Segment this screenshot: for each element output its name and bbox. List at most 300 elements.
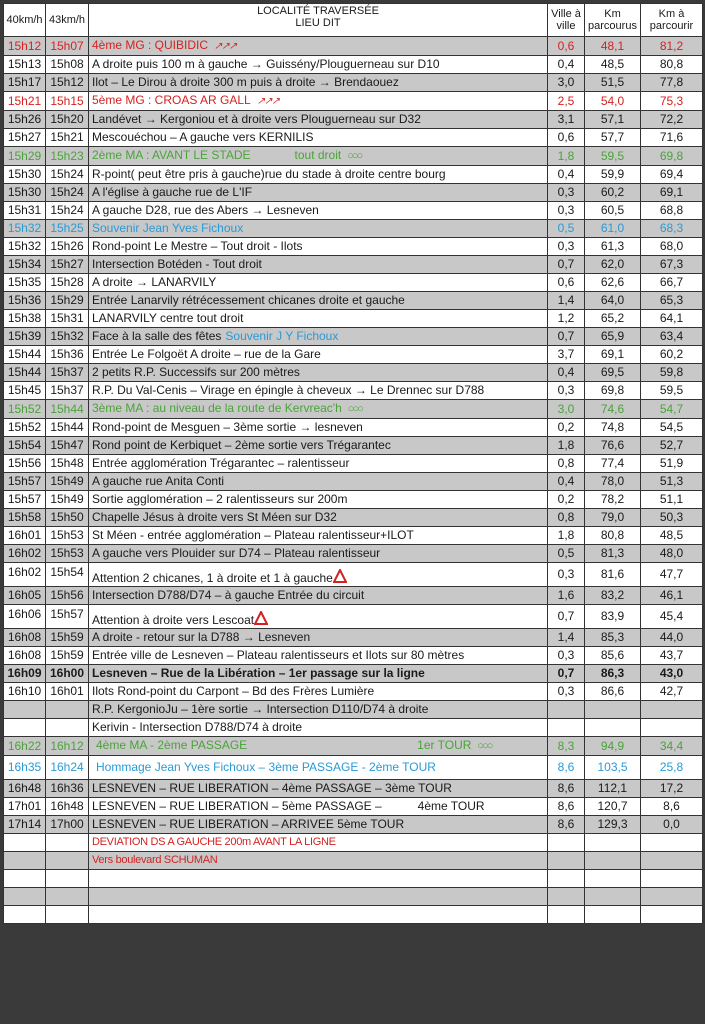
km-a-parcourir: 59,8 bbox=[641, 364, 703, 382]
km-parcourus: 69,8 bbox=[585, 382, 641, 400]
ville-a-ville-km: 0,8 bbox=[548, 509, 585, 527]
km-parcourus bbox=[585, 870, 641, 888]
time-40kmh bbox=[4, 701, 46, 719]
km-parcourus: 81,6 bbox=[585, 563, 641, 587]
route-description bbox=[89, 852, 548, 870]
time-43kmh: 16h00 bbox=[46, 665, 89, 683]
route-description bbox=[89, 310, 548, 328]
time-40kmh: 15h29 bbox=[4, 147, 46, 166]
route-description bbox=[89, 37, 548, 56]
description-text: R-point( peut être pris à gauche)rue du stade à droite centre bourg bbox=[92, 167, 446, 181]
km-parcourus: 60,2 bbox=[585, 184, 641, 202]
table-row bbox=[4, 737, 703, 756]
description-text: A droite - retour sur la D788 → Lesneven bbox=[92, 630, 311, 644]
time-43kmh: 15h23 bbox=[46, 147, 89, 166]
km-parcourus: 78,0 bbox=[585, 473, 641, 491]
time-43kmh: 15h44 bbox=[46, 419, 89, 437]
route-description bbox=[89, 701, 548, 719]
header-km-line1: Km bbox=[604, 8, 621, 20]
time-40kmh: 16h05 bbox=[4, 587, 46, 605]
table-row bbox=[4, 587, 703, 605]
km-a-parcourir: 81,2 bbox=[641, 37, 703, 56]
three-circles-icon: ○○○ bbox=[477, 740, 492, 752]
time-43kmh: 15h28 bbox=[46, 274, 89, 292]
km-a-parcourir: 46,1 bbox=[641, 587, 703, 605]
time-40kmh: 16h10 bbox=[4, 683, 46, 701]
description-extra: 1er TOUR bbox=[417, 738, 472, 752]
ville-a-ville-km: 1,4 bbox=[548, 292, 585, 310]
km-a-parcourir: 45,4 bbox=[641, 605, 703, 629]
table-row bbox=[4, 719, 703, 737]
route-description bbox=[89, 184, 548, 202]
table-row bbox=[4, 147, 703, 166]
km-parcourus bbox=[585, 719, 641, 737]
km-parcourus: 74,8 bbox=[585, 419, 641, 437]
table-row bbox=[4, 256, 703, 274]
km-parcourus: 129,3 bbox=[585, 816, 641, 834]
ville-a-ville-km bbox=[548, 852, 585, 870]
km-a-parcourir bbox=[641, 906, 703, 924]
route-description bbox=[89, 665, 548, 683]
warning-triangle-icon bbox=[333, 569, 347, 583]
km-parcourus: 77,4 bbox=[585, 455, 641, 473]
km-a-parcourir bbox=[641, 870, 703, 888]
table-row bbox=[4, 780, 703, 798]
time-40kmh: 16h01 bbox=[4, 527, 46, 545]
time-40kmh: 15h57 bbox=[4, 473, 46, 491]
time-40kmh: 16h06 bbox=[4, 605, 46, 629]
header-ville-line1: Ville à bbox=[551, 8, 581, 20]
description-text: LESNEVEN – RUE LIBERATION – 5ème PASSAGE – bbox=[92, 799, 382, 813]
time-40kmh: 15h26 bbox=[4, 111, 46, 129]
ville-a-ville-km bbox=[548, 888, 585, 906]
route-description bbox=[89, 56, 548, 74]
route-description bbox=[89, 587, 548, 605]
time-40kmh bbox=[4, 870, 46, 888]
description-text: Lesneven – Rue de la Libération – 1er passage sur la ligne bbox=[92, 666, 425, 680]
table-row bbox=[4, 756, 703, 780]
km-parcourus: 57,1 bbox=[585, 111, 641, 129]
km-a-parcourir: 60,2 bbox=[641, 346, 703, 364]
time-40kmh: 15h58 bbox=[4, 509, 46, 527]
km-parcourus: 78,2 bbox=[585, 491, 641, 509]
ville-a-ville-km: 0,7 bbox=[548, 328, 585, 346]
km-a-parcourir: 68,8 bbox=[641, 202, 703, 220]
description-text: Intersection Botéden - Tout droit bbox=[92, 257, 262, 271]
time-40kmh: 15h32 bbox=[4, 220, 46, 238]
time-40kmh: 15h27 bbox=[4, 129, 46, 147]
header-km-parcourus bbox=[585, 4, 641, 37]
km-parcourus bbox=[585, 701, 641, 719]
km-a-parcourir bbox=[641, 888, 703, 906]
km-a-parcourir: 8,6 bbox=[641, 798, 703, 816]
route-description bbox=[89, 906, 548, 924]
table-row bbox=[4, 37, 703, 56]
description-text: 2ème MA : AVANT LE STADE bbox=[92, 148, 251, 162]
time-43kmh: 15h20 bbox=[46, 111, 89, 129]
description-extra: 4ème TOUR bbox=[417, 799, 485, 813]
time-40kmh bbox=[4, 906, 46, 924]
time-43kmh bbox=[46, 719, 89, 737]
description-text: Ilot – Le Dirou à droite 300 m puis à droite → Brendaouez bbox=[92, 75, 399, 89]
table-row bbox=[4, 166, 703, 184]
ville-a-ville-km bbox=[548, 834, 585, 852]
time-40kmh: 16h08 bbox=[4, 629, 46, 647]
km-a-parcourir: 69,1 bbox=[641, 184, 703, 202]
route-description bbox=[89, 238, 548, 256]
time-43kmh: 15h31 bbox=[46, 310, 89, 328]
ville-a-ville-km bbox=[548, 870, 585, 888]
km-parcourus: 83,9 bbox=[585, 605, 641, 629]
description-text: Intersection D788/D74 – à gauche Entrée du circuit bbox=[92, 588, 365, 602]
km-parcourus: 61,0 bbox=[585, 220, 641, 238]
ville-a-ville-km: 1,8 bbox=[548, 147, 585, 166]
header-km-a-parcourir bbox=[641, 4, 703, 37]
route-description bbox=[89, 563, 548, 587]
ville-a-ville-km: 1,8 bbox=[548, 437, 585, 455]
time-43kmh: 16h48 bbox=[46, 798, 89, 816]
table-row bbox=[4, 56, 703, 74]
description-text: Ilots Rond-point du Carpont – Bd des Frères Lumière bbox=[92, 684, 375, 698]
table-row bbox=[4, 364, 703, 382]
description-text: DEVIATION DS A GAUCHE 200m AVANT LA LIGNE bbox=[92, 836, 336, 848]
km-parcourus: 74,6 bbox=[585, 400, 641, 419]
route-schedule-sheet bbox=[3, 3, 702, 924]
time-43kmh: 16h12 bbox=[46, 737, 89, 756]
table-row bbox=[4, 527, 703, 545]
ville-a-ville-km: 3,1 bbox=[548, 111, 585, 129]
table-row bbox=[4, 202, 703, 220]
warning-triangle-icon bbox=[254, 611, 268, 625]
ville-a-ville-km: 0,6 bbox=[548, 37, 585, 56]
time-40kmh bbox=[4, 852, 46, 870]
table-row bbox=[4, 274, 703, 292]
km-parcourus: 85,6 bbox=[585, 647, 641, 665]
time-40kmh bbox=[4, 834, 46, 852]
route-description bbox=[89, 780, 548, 798]
km-parcourus bbox=[585, 906, 641, 924]
description-text: LANARVILY centre tout droit bbox=[92, 311, 244, 325]
table-row bbox=[4, 238, 703, 256]
time-43kmh: 15h12 bbox=[46, 74, 89, 92]
time-40kmh: 15h39 bbox=[4, 328, 46, 346]
time-40kmh: 15h34 bbox=[4, 256, 46, 274]
description-text: Rond point de Kerbiquet – 2ème sortie vers Trégarantec bbox=[92, 438, 391, 452]
description-text: Entrée agglomération Trégarantec – ralentisseur bbox=[92, 456, 350, 470]
km-parcourus bbox=[585, 834, 641, 852]
route-description bbox=[89, 202, 548, 220]
description-text: Sortie agglomération – 2 ralentisseurs sur 200m bbox=[92, 492, 348, 506]
ville-a-ville-km: 0,4 bbox=[548, 56, 585, 74]
km-a-parcourir: 48,0 bbox=[641, 545, 703, 563]
table-row bbox=[4, 92, 703, 111]
km-parcourus: 69,1 bbox=[585, 346, 641, 364]
description-text: Mescouéchou – A gauche vers KERNILIS bbox=[92, 130, 314, 144]
time-43kmh: 15h32 bbox=[46, 328, 89, 346]
description-text: 4ème MG : QUIBIDIC bbox=[92, 38, 209, 52]
ville-a-ville-km: 0,3 bbox=[548, 647, 585, 665]
header-localite bbox=[89, 4, 548, 37]
ville-a-ville-km: 0,3 bbox=[548, 238, 585, 256]
description-text: Kerivin - Intersection D788/D74 à droite bbox=[92, 720, 303, 734]
ville-a-ville-km: 3,0 bbox=[548, 400, 585, 419]
time-43kmh bbox=[46, 852, 89, 870]
time-40kmh: 17h01 bbox=[4, 798, 46, 816]
ville-a-ville-km: 0,4 bbox=[548, 166, 585, 184]
ville-a-ville-km: 1,8 bbox=[548, 527, 585, 545]
time-43kmh: 15h37 bbox=[46, 382, 89, 400]
km-parcourus: 94,9 bbox=[585, 737, 641, 756]
km-a-parcourir: 68,0 bbox=[641, 238, 703, 256]
time-40kmh: 16h48 bbox=[4, 780, 46, 798]
route-description bbox=[89, 527, 548, 545]
km-parcourus: 65,9 bbox=[585, 328, 641, 346]
description-text: Hommage Jean Yves Fichoux – 3ème PASSAGE - 2ème TOUR bbox=[96, 760, 436, 774]
km-a-parcourir: 51,1 bbox=[641, 491, 703, 509]
km-a-parcourir: 52,7 bbox=[641, 437, 703, 455]
description-text: LESNEVEN – RUE LIBERATION – ARRIVEE 5ème TOUR bbox=[92, 817, 405, 831]
time-40kmh: 15h13 bbox=[4, 56, 46, 74]
time-40kmh: 15h38 bbox=[4, 310, 46, 328]
ville-a-ville-km: 2,5 bbox=[548, 92, 585, 111]
time-43kmh: 16h36 bbox=[46, 780, 89, 798]
route-schedule-table bbox=[3, 3, 703, 924]
description-text: Entrée ville de Lesneven – Plateau ralentisseurs et Ilots sur 80 mètres bbox=[92, 648, 465, 662]
km-a-parcourir: 64,1 bbox=[641, 310, 703, 328]
description-text: 2 petits R.P. Successifs sur 200 mètres bbox=[92, 365, 300, 379]
km-a-parcourir: 66,7 bbox=[641, 274, 703, 292]
description-text: Rond-point Le Mestre – Tout droit - Ilots bbox=[92, 239, 303, 253]
header-rest-line1: Km à bbox=[658, 8, 685, 20]
km-parcourus: 76,6 bbox=[585, 437, 641, 455]
time-43kmh bbox=[46, 906, 89, 924]
table-row bbox=[4, 545, 703, 563]
table-row bbox=[4, 437, 703, 455]
ville-a-ville-km: 1,2 bbox=[548, 310, 585, 328]
km-parcourus: 65,2 bbox=[585, 310, 641, 328]
description-text: A gauche D28, rue des Abers → Lesneven bbox=[92, 203, 319, 217]
route-description bbox=[89, 605, 548, 629]
three-arrows-icon: ↗↗↗ bbox=[214, 41, 237, 52]
ville-a-ville-km: 8,6 bbox=[548, 780, 585, 798]
route-description bbox=[89, 816, 548, 834]
ville-a-ville-km: 8,6 bbox=[548, 816, 585, 834]
km-a-parcourir: 25,8 bbox=[641, 756, 703, 780]
time-40kmh: 15h12 bbox=[4, 37, 46, 56]
time-43kmh: 15h24 bbox=[46, 202, 89, 220]
km-a-parcourir: 54,5 bbox=[641, 419, 703, 437]
route-description bbox=[89, 274, 548, 292]
km-parcourus: 86,6 bbox=[585, 683, 641, 701]
table-row bbox=[4, 816, 703, 834]
table-row bbox=[4, 647, 703, 665]
route-description bbox=[89, 437, 548, 455]
km-parcourus bbox=[585, 852, 641, 870]
time-40kmh: 15h30 bbox=[4, 166, 46, 184]
km-parcourus: 81,3 bbox=[585, 545, 641, 563]
km-parcourus: 112,1 bbox=[585, 780, 641, 798]
header-ville-line2: ville bbox=[556, 20, 576, 32]
km-parcourus: 59,9 bbox=[585, 166, 641, 184]
table-row bbox=[4, 701, 703, 719]
time-43kmh bbox=[46, 888, 89, 906]
table-row bbox=[4, 400, 703, 419]
route-description bbox=[89, 74, 548, 92]
header-43kmh bbox=[46, 4, 89, 37]
time-43kmh: 15h50 bbox=[46, 509, 89, 527]
km-parcourus: 83,2 bbox=[585, 587, 641, 605]
description-text: R.P. KergonioJu – 1ère sortie → Intersection D110/D74 à droite bbox=[92, 702, 429, 716]
time-40kmh: 15h57 bbox=[4, 491, 46, 509]
time-40kmh: 15h45 bbox=[4, 382, 46, 400]
description-text: Vers boulevard SCHUMAN bbox=[92, 854, 218, 866]
description-text: LESNEVEN – RUE LIBERATION – 4ème PASSAGE – 3ème TOUR bbox=[92, 781, 452, 795]
time-40kmh: 15h17 bbox=[4, 74, 46, 92]
time-40kmh: 15h44 bbox=[4, 346, 46, 364]
description-text: Face à la salle des fêtes bbox=[92, 329, 222, 343]
ville-a-ville-km: 0,5 bbox=[548, 220, 585, 238]
time-43kmh: 15h56 bbox=[46, 587, 89, 605]
ville-a-ville-km: 8,6 bbox=[548, 798, 585, 816]
ville-a-ville-km: 1,6 bbox=[548, 587, 585, 605]
table-row bbox=[4, 870, 703, 888]
km-a-parcourir: 63,4 bbox=[641, 328, 703, 346]
route-description bbox=[89, 92, 548, 111]
km-a-parcourir: 51,3 bbox=[641, 473, 703, 491]
ville-a-ville-km: 8,6 bbox=[548, 756, 585, 780]
km-parcourus: 62,0 bbox=[585, 256, 641, 274]
km-a-parcourir: 54,7 bbox=[641, 400, 703, 419]
km-parcourus: 51,5 bbox=[585, 74, 641, 92]
description-text: A gauche vers Plouider sur D74 – Plateau ralentisseur bbox=[92, 546, 381, 560]
time-43kmh: 15h24 bbox=[46, 166, 89, 184]
km-a-parcourir: 75,3 bbox=[641, 92, 703, 111]
table-header-row bbox=[4, 4, 703, 37]
table-row bbox=[4, 491, 703, 509]
km-a-parcourir: 47,7 bbox=[641, 563, 703, 587]
route-description bbox=[89, 870, 548, 888]
ville-a-ville-km: 0,3 bbox=[548, 683, 585, 701]
description-text: R.P. Du Val-Cenis – Virage en épingle à cheveux → Le Drennec sur D788 bbox=[92, 383, 485, 397]
km-parcourus: 48,1 bbox=[585, 37, 641, 56]
route-description bbox=[89, 346, 548, 364]
km-parcourus: 48,5 bbox=[585, 56, 641, 74]
km-parcourus: 79,0 bbox=[585, 509, 641, 527]
description-text: 4ème MA - 2ème PASSAGE bbox=[96, 738, 248, 752]
time-43kmh bbox=[46, 834, 89, 852]
table-row bbox=[4, 629, 703, 647]
km-a-parcourir: 34,4 bbox=[641, 737, 703, 756]
time-40kmh: 15h35 bbox=[4, 274, 46, 292]
table-row bbox=[4, 220, 703, 238]
time-40kmh: 16h02 bbox=[4, 545, 46, 563]
ville-a-ville-km: 0,6 bbox=[548, 274, 585, 292]
km-parcourus: 54,0 bbox=[585, 92, 641, 111]
description-text: A droite puis 100 m à gauche → Guissény/Plouguerneau sur D10 bbox=[92, 57, 440, 71]
time-43kmh: 15h21 bbox=[46, 129, 89, 147]
ville-a-ville-km: 0,3 bbox=[548, 563, 585, 587]
time-43kmh: 15h27 bbox=[46, 256, 89, 274]
km-parcourus bbox=[585, 888, 641, 906]
route-description bbox=[89, 328, 548, 346]
header-ville-a-ville bbox=[548, 4, 585, 37]
description-text: A l'église à gauche rue de L'IF bbox=[92, 185, 253, 199]
time-43kmh: 15h49 bbox=[46, 491, 89, 509]
km-a-parcourir: 17,2 bbox=[641, 780, 703, 798]
table-row bbox=[4, 419, 703, 437]
time-43kmh bbox=[46, 870, 89, 888]
time-43kmh: 15h53 bbox=[46, 527, 89, 545]
time-40kmh: 16h02 bbox=[4, 563, 46, 587]
description-text: Landévet → Kergoniou et à droite vers Plouguerneau sur D32 bbox=[92, 112, 421, 126]
table-row bbox=[4, 852, 703, 870]
description-text: Entrée Lanarvily rétrécessement chicanes droite et gauche bbox=[92, 293, 405, 307]
description-text: 3ème MA : au niveau de la route de Kervreac'h bbox=[92, 401, 342, 415]
description-text: A gauche rue Anita Conti bbox=[92, 474, 225, 488]
time-43kmh: 15h59 bbox=[46, 647, 89, 665]
header-40kmh bbox=[4, 4, 46, 37]
time-40kmh bbox=[4, 719, 46, 737]
description-text: Chapelle Jésus à droite vers St Méen sur D32 bbox=[92, 510, 337, 524]
table-row bbox=[4, 798, 703, 816]
time-40kmh: 15h52 bbox=[4, 400, 46, 419]
route-description bbox=[89, 683, 548, 701]
three-circles-icon: ○○○ bbox=[347, 150, 362, 162]
time-43kmh: 15h54 bbox=[46, 563, 89, 587]
ville-a-ville-km: 1,4 bbox=[548, 629, 585, 647]
ville-a-ville-km: 0,5 bbox=[548, 545, 585, 563]
time-40kmh: 15h44 bbox=[4, 364, 46, 382]
time-43kmh: 15h53 bbox=[46, 545, 89, 563]
ville-a-ville-km bbox=[548, 906, 585, 924]
description-extra: Souvenir J Y Fichoux bbox=[225, 329, 339, 343]
route-description bbox=[89, 629, 548, 647]
ville-a-ville-km bbox=[548, 701, 585, 719]
km-parcourus: 69,5 bbox=[585, 364, 641, 382]
header-40kmh-label: 40km/h bbox=[6, 14, 43, 26]
route-description bbox=[89, 111, 548, 129]
km-a-parcourir: 44,0 bbox=[641, 629, 703, 647]
time-43kmh: 15h48 bbox=[46, 455, 89, 473]
header-43kmh-label: 43km/h bbox=[48, 14, 86, 26]
ville-a-ville-km: 0,4 bbox=[548, 364, 585, 382]
time-43kmh bbox=[46, 701, 89, 719]
ville-a-ville-km: 0,7 bbox=[548, 256, 585, 274]
km-a-parcourir: 43,7 bbox=[641, 647, 703, 665]
description-text: Souvenir Jean Yves Fichoux bbox=[92, 221, 244, 235]
km-a-parcourir bbox=[641, 701, 703, 719]
route-description bbox=[89, 491, 548, 509]
ville-a-ville-km: 3,0 bbox=[548, 74, 585, 92]
table-row bbox=[4, 328, 703, 346]
time-43kmh: 15h57 bbox=[46, 605, 89, 629]
table-row bbox=[4, 382, 703, 400]
table-body bbox=[4, 37, 703, 924]
km-a-parcourir: 48,5 bbox=[641, 527, 703, 545]
route-description bbox=[89, 129, 548, 147]
time-40kmh: 16h09 bbox=[4, 665, 46, 683]
time-40kmh: 15h56 bbox=[4, 455, 46, 473]
description-text: Rond-point de Mesguen – 3ème sortie → lesneven bbox=[92, 420, 363, 434]
km-a-parcourir bbox=[641, 852, 703, 870]
header-localite-line2: LIEU DIT bbox=[295, 17, 341, 29]
time-40kmh: 15h36 bbox=[4, 292, 46, 310]
km-a-parcourir bbox=[641, 719, 703, 737]
km-parcourus: 120,7 bbox=[585, 798, 641, 816]
table-row bbox=[4, 292, 703, 310]
route-description bbox=[89, 719, 548, 737]
km-a-parcourir: 42,7 bbox=[641, 683, 703, 701]
